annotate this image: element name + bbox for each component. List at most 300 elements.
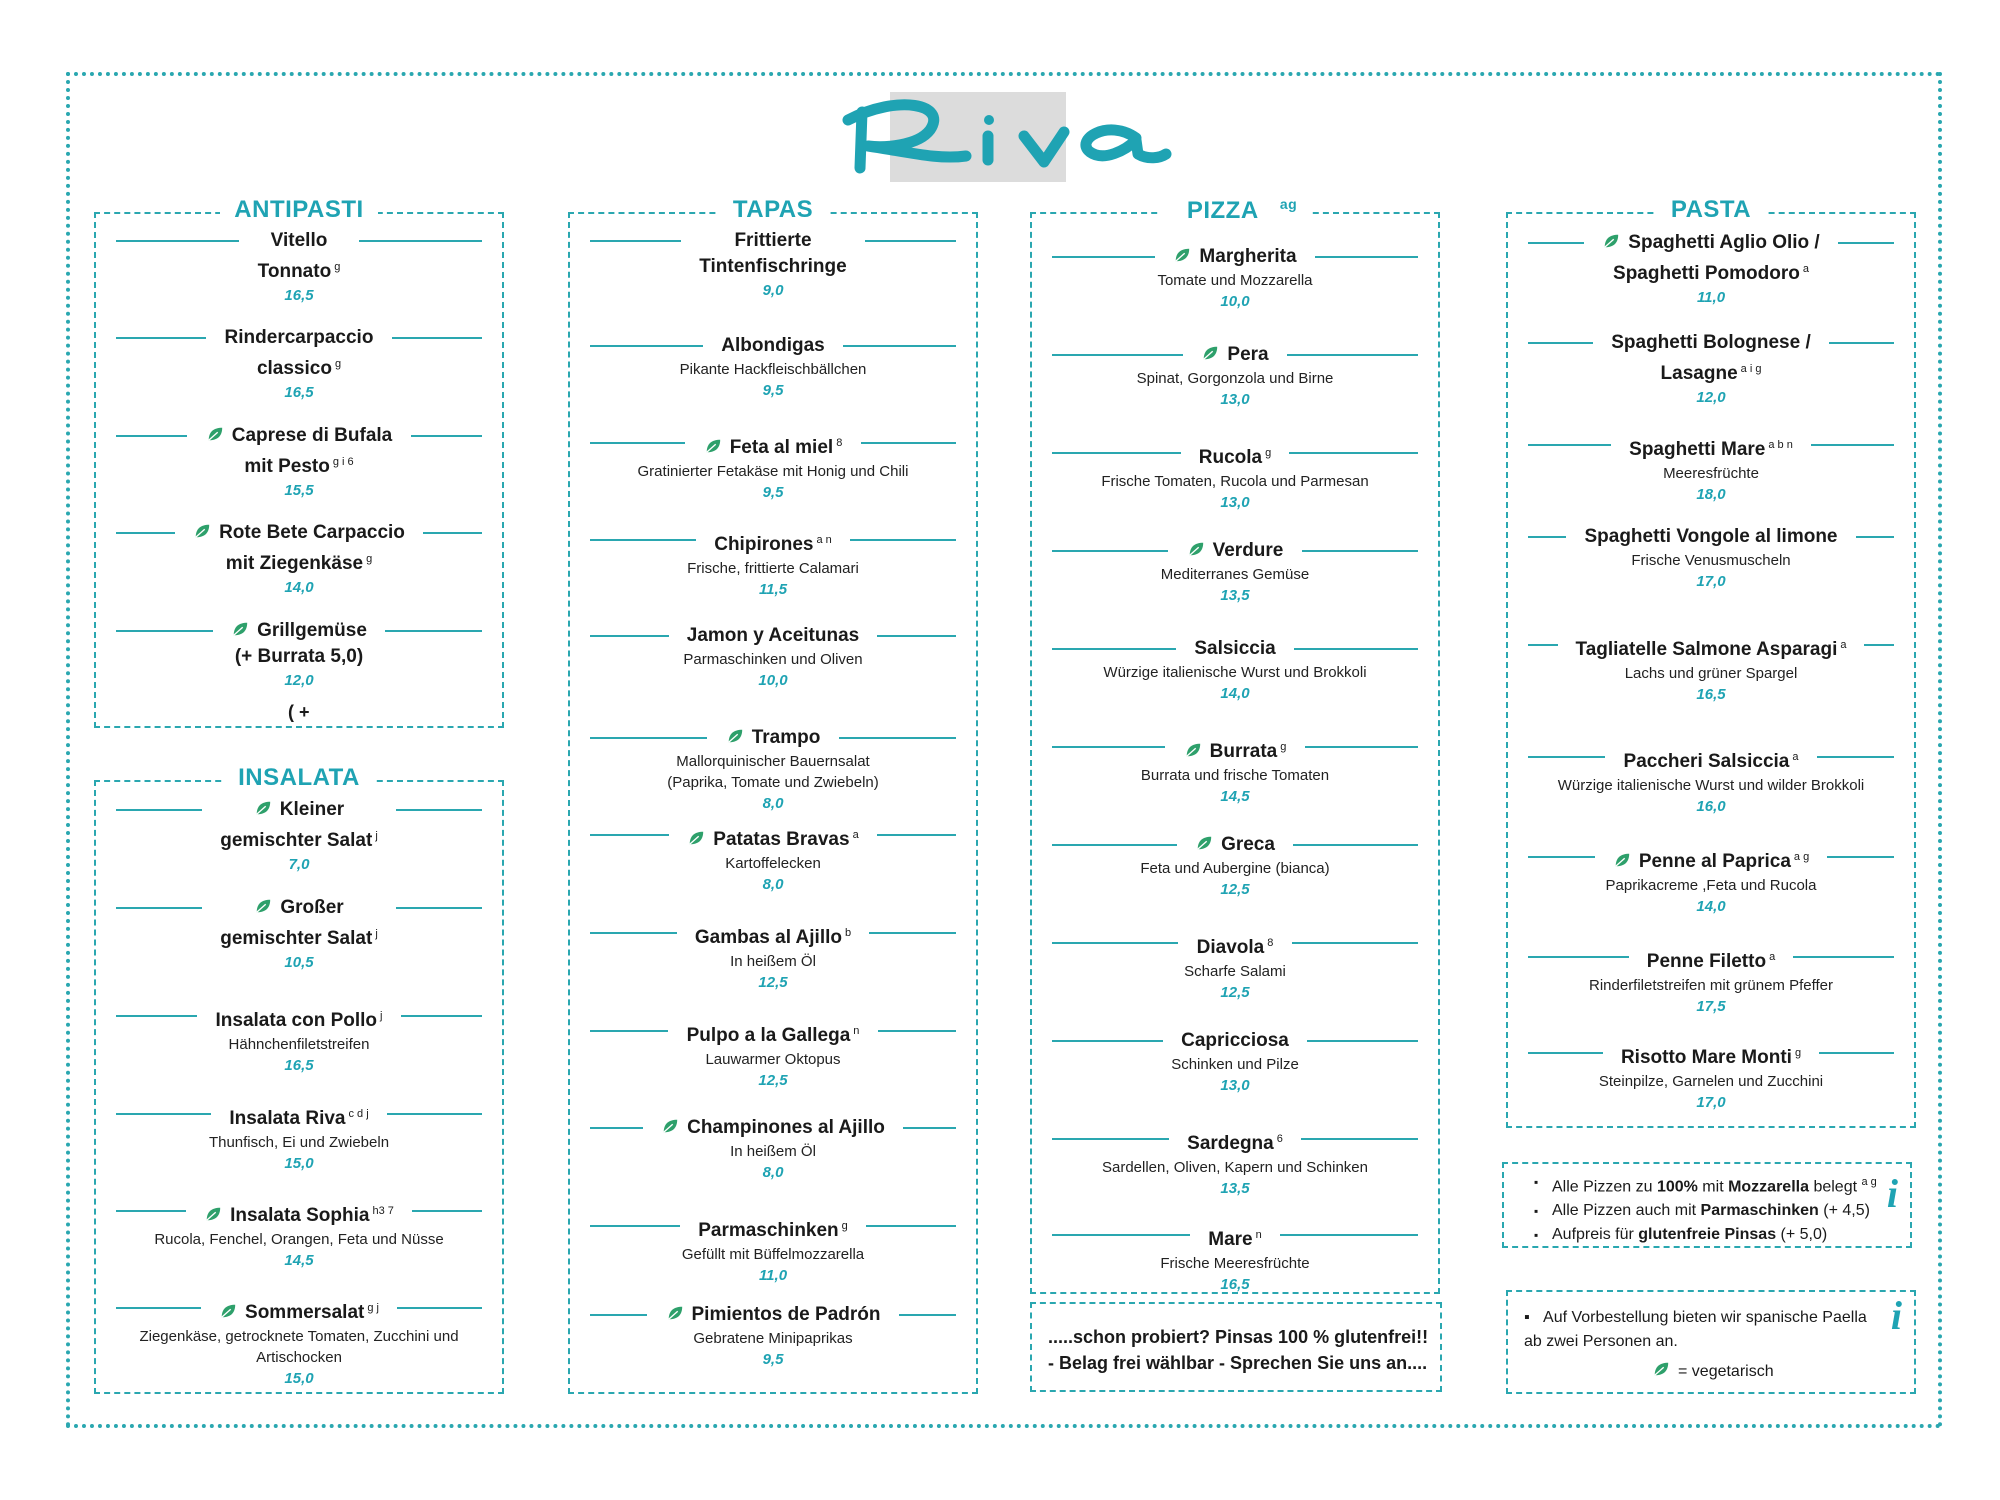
leaf-icon [1195,834,1213,852]
item-description: Lauwarmer Oktopus [705,1051,841,1069]
item-price: 15,0 [284,1370,314,1388]
item-name: Sommersalat $^{g j}$ [213,1295,385,1326]
divider-line [1052,942,1178,944]
menu-item [116,1101,482,1175]
item-name: Vitello Tonnato $^g$ [257,230,341,283]
item-name: Champinones al Ajillo [655,1115,891,1141]
allergen-codes: 8 [836,437,843,449]
leaf-icon [206,425,224,443]
item-description: Frische, frittierte Calamari [687,560,859,578]
allergen-codes: a [1769,951,1776,963]
item-name: Greca [1189,832,1281,858]
divider-line [850,539,956,541]
divider-line [1528,956,1629,958]
item-price: 16,5 [284,287,314,305]
item-price: 14,0 [1696,898,1726,916]
paella-box [1506,1290,1916,1394]
menu-item [116,1295,482,1390]
divider-line [878,1030,956,1032]
allergen-codes: a i g [1740,363,1762,375]
item-name: Risotto Mare Monti $^g$ [1620,1047,1802,1069]
divider-line [903,1127,956,1129]
divider-line [590,1225,680,1227]
menu-item [116,797,482,876]
leaf-icon [254,897,272,915]
item-name: Insalata Riva $^{c d j}$ [229,1108,369,1130]
divider-line [590,240,681,242]
menu-item [590,1302,956,1371]
pizza-info-list [1532,1170,1910,1247]
divider-line [1528,536,1566,538]
item-description: Schinken und Pilze [1171,1056,1299,1073]
divider-line [1528,342,1593,344]
allergen-codes: g [334,261,341,273]
allergen-codes: 8 [1267,937,1274,949]
item-name: Spaghetti Aglio Olio / Spaghetti Pomodoro $^a$ [1596,230,1825,287]
divider-line [1305,746,1418,748]
menu-item [116,325,482,404]
allergen-codes: a b n [1768,439,1793,451]
divider-line [590,539,696,541]
allergen-codes: n [853,1025,860,1037]
menu-item [590,725,956,815]
item-description: Mallorquinischer Bauernsalat [676,753,870,770]
leaf-icon [1613,851,1631,869]
divider-line [1052,256,1155,258]
item-name: Rindercarpaccio classico $^g$ [224,327,374,380]
leaf-icon [1201,344,1219,362]
item-price: 8,0 [762,795,784,812]
section-title: PIZZA $^{ag}$ [1032,196,1438,225]
item-price: 16,5 [284,1057,314,1075]
item-description: Gratinierter Fetakäse mit Honig und Chili [637,463,909,481]
divider-line [1052,354,1183,356]
divider-line [116,907,202,909]
menu-item [1528,230,1894,309]
allergen-codes: g i 6 [332,456,354,468]
item-name: Penne Filetto $^a$ [1646,951,1776,973]
item-price: 14,5 [284,1252,314,1270]
leaf-icon [1602,232,1620,250]
item-description: Tomate und Mozzarella [1157,272,1313,289]
item-price: 12,5 [758,974,788,992]
divider-line [1528,1052,1603,1054]
leaf-icon [1187,540,1205,558]
item-price: 10,5 [284,954,314,972]
item-name: Großer gemischter Salat $^j$ [220,897,378,950]
item-name: Parmaschinken $^g$ [698,1220,848,1242]
leaf-icon [687,829,705,847]
item-name: Pulpo a la Gallega $^n$ [686,1025,860,1047]
item-price: 17,5 [1696,998,1726,1016]
divider-line [392,337,482,339]
divider-line [877,635,956,637]
allergen-codes: g [1794,1047,1802,1059]
item-price: 14,0 [1220,685,1250,702]
divider-line [1292,942,1418,944]
divider-line [396,907,482,909]
divider-line [116,1113,211,1115]
item-name: Capricciosa [1181,1030,1289,1051]
divider-line [116,630,213,632]
item-description: Scharfe Salami [1184,963,1286,981]
allergen-codes: g [1280,741,1287,753]
divider-line [401,1015,482,1017]
item-price: 16,0 [1696,798,1726,816]
item-price: 13,0 [1220,494,1250,512]
antipasti-extra: ( + [288,702,310,722]
allergen-codes: g [841,1220,848,1232]
item-description: Meeresfrüchte [1663,465,1759,483]
item-description: Rucola, Fenchel, Orangen, Feta und Nüsse [154,1231,444,1249]
item-name: Feta al miel $^8$ [698,430,849,461]
menu-item [116,520,482,599]
item-name: Verdure [1181,538,1290,564]
item-name: Trampo [720,725,827,751]
item-name: Patatas Bravas $^a$ [681,822,864,853]
divider-line [1307,1040,1418,1042]
item-price: 10,0 [758,672,788,689]
item-description: Gebratene Minipaprikas [693,1330,853,1347]
divider-line [1827,856,1894,858]
allergen-codes: a n [816,534,832,546]
allergen-codes: j [375,928,378,940]
divider-line [116,532,175,534]
divider-line [590,442,685,444]
menu-item [1528,524,1894,593]
section-title: TAPAS [570,196,976,224]
item-price: 9,5 [762,484,784,502]
menu-item [1528,944,1894,1018]
divider-line [839,737,956,739]
divider-line [1315,256,1418,258]
menu-item [1052,930,1418,1004]
menu-item [1052,636,1418,705]
divider-line [1052,648,1176,650]
item-description: Würzige italienische Wurst und Brokkoli [1103,664,1367,681]
divider-line [116,435,187,437]
item-price: 16,5 [1220,1276,1250,1294]
divider-line [385,630,482,632]
item-description: Frische Tomaten, Rucola und Parmesan [1101,473,1369,491]
allergen-codes: a [1802,263,1809,275]
divider-line [116,1015,197,1017]
divider-line [1280,1234,1418,1236]
menu-item [1528,330,1894,409]
menu-item [590,1115,956,1184]
divider-line [877,834,956,836]
item-price: 18,0 [1696,486,1726,504]
divider-line [1052,1234,1190,1236]
menu-item [116,228,482,307]
divider-line [1052,1138,1169,1140]
divider-line [397,1307,482,1309]
item-name: Chipirones $^{a n}$ [714,534,832,556]
item-name: Insalata con Pollo $^j$ [215,1010,383,1032]
item-name: Rote Bete Carpaccio mit Ziegenkäse $^g$ [187,520,411,577]
divider-line [590,635,669,637]
divider-line [1528,644,1558,646]
item-price: 12,0 [284,672,314,689]
veg-legend: = vegetarisch [1524,1360,1914,1384]
menu-item [590,430,956,504]
item-description: Burrata und frische Tomaten [1140,767,1330,785]
leaf-icon [726,727,744,745]
allergen-codes: n [1255,1229,1262,1241]
leaf-icon [661,1117,679,1135]
item-description: Mediterranes Gemüse [1160,566,1310,583]
divider-line [1293,844,1418,846]
menu-item [1052,342,1418,411]
divider-line [869,932,956,934]
item-price: 17,0 [1696,1094,1726,1112]
item-price: 13,5 [1220,587,1250,604]
item-price: 14,0 [284,579,314,597]
section-title: ANTIPASTI [96,196,502,224]
item-description: Lachs und grüner Spargel [1624,665,1798,683]
pinsa-box [1030,1302,1442,1392]
item-description: Sardellen, Oliven, Kapern und Schinken [1101,1159,1368,1177]
menu-item [116,1198,482,1272]
allergen-codes: g [366,553,373,565]
item-price: 12,0 [1696,389,1726,407]
item-description: Gefüllt mit Büffelmozzarella [681,1246,865,1264]
allergen-codes: a g [1793,851,1810,863]
item-name: Mare $^n$ [1208,1229,1262,1251]
item-price: 15,0 [284,1155,314,1173]
item-description: Kartoffelecken [725,855,821,873]
item-description: Frische Venusmuscheln [1631,552,1791,569]
menu-item [1052,1126,1418,1200]
item-price: 13,0 [1220,1077,1250,1094]
menu-item [1528,1040,1894,1114]
allergen-codes: a [1840,639,1847,651]
divider-line [1052,452,1181,454]
divider-line [899,1314,956,1316]
divider-line [396,809,482,811]
divider-line [1528,856,1595,858]
divider-line [866,1225,956,1227]
menu-item [116,618,482,692]
menu-item [590,527,956,601]
item-price: 12,5 [758,1072,788,1090]
divider-line [1301,1138,1418,1140]
item-description: Paprikacreme ,Feta und Rucola [1605,877,1817,895]
item-description: Rinderfiletstreifen mit grünem Pfeffer [1589,977,1833,995]
divider-line [1052,1040,1163,1042]
item-name: Jamon y Aceitunas [686,625,860,646]
item-name: Burrata $^g$ [1178,734,1293,765]
divider-line [590,1314,647,1316]
item-name: Paccheri Salsiccia $^a$ [1623,751,1799,773]
divider-line [1294,648,1418,650]
menu-item [590,822,956,896]
allergen-codes: g [1265,447,1272,459]
item-description: Artischocken [256,1349,342,1367]
allergen-codes: j [375,830,378,842]
menu-item [1052,1222,1418,1296]
divider-line [1829,342,1894,344]
item-name: Grillgemüse (+ Burrata 5,0) [225,618,373,670]
info-note: ▪ Alle Pizzen zu 100% mit Mozzarella belegt $^{a g}$ [1552,1170,1910,1199]
item-price: 16,5 [1696,686,1726,704]
section-title: INSALATA [96,764,502,792]
divider-line [1528,242,1584,244]
item-price: 13,5 [1220,1180,1250,1198]
divider-line [590,345,703,347]
item-price: 11,0 [1696,289,1726,307]
divider-line [1052,746,1165,748]
item-description: Frische Meeresfrüchte [1160,1255,1310,1273]
item-name: Tagliatelle Salmone Asparagi $^a$ [1575,639,1847,661]
menu-item [1052,832,1418,901]
item-price: 11,5 [758,581,788,599]
section-title: PASTA [1508,196,1914,224]
divider-line [1856,536,1894,538]
divider-line [116,1210,186,1212]
divider-line [387,1113,482,1115]
item-price: 15,5 [284,482,314,500]
leaf-icon [231,620,249,638]
item-name: Pimientos de Padrón [660,1302,887,1328]
pinsa-line-2: - Belag frei wählbar - Sprechen Sie uns an.... [1048,1353,1428,1373]
divider-line [1817,756,1894,758]
item-price: 9,0 [762,282,784,299]
item-name: Caprese di Bufala mit Pesto $^{g i 6}$ [200,423,399,480]
menu-item [1528,744,1894,818]
item-price: 14,5 [1220,788,1250,806]
item-price: 11,0 [758,1267,788,1285]
menu-item [590,920,956,994]
item-description: Würzige italienische Wurst und wilder Brokkoli [1557,777,1865,795]
item-name: Diavola $^8$ [1196,937,1274,959]
menu-item [1052,244,1418,313]
item-price: 10,0 [1220,293,1250,310]
leaf-icon [219,1302,237,1320]
divider-line [843,345,956,347]
item-name: Spaghetti Vongole al limone [1584,526,1838,547]
item-price: 7,0 [288,856,310,874]
item-name: Gambas al Ajillo $^b$ [694,927,852,949]
item-name: Insalata Sophia $^{h3 7}$ [198,1198,400,1229]
allergen-codes: h3 7 [372,1205,394,1217]
leaf-icon [193,522,211,540]
menu-item [1528,632,1894,706]
item-price: 9,5 [762,1351,784,1368]
allergen-codes: a [852,829,859,841]
divider-line [359,240,482,242]
divider-line [590,1127,643,1129]
divider-line [1287,354,1418,356]
menu-item [116,423,482,502]
item-description: (Paprika, Tomate und Zwiebeln) [667,774,879,791]
menu-item [590,228,956,302]
leaf-icon [254,799,272,817]
divider-line [590,737,707,739]
pinsa-line-1: .....schon probiert? Pinsas 100 % glutenfrei!! [1048,1327,1429,1347]
item-name: Salsiccia [1194,638,1276,659]
allergen-codes: g [334,358,342,370]
menu-item [1052,1028,1418,1097]
divider-line [116,1307,201,1309]
item-name: Spaghetti Mare $^{a b n}$ [1629,439,1793,461]
item-description: Hähnchenfiletstreifen [228,1036,370,1054]
info-icon: i [1890,1293,1902,1338]
item-description: Feta und Aubergine (bianca) [1140,860,1330,877]
leaf-icon [1652,1360,1670,1378]
divider-line [412,1210,482,1212]
divider-line [423,532,482,534]
divider-line [1819,1052,1894,1054]
menu-item [590,1213,956,1287]
item-name: Rucola $^g$ [1198,447,1272,469]
divider-line [861,442,956,444]
item-description: Parmaschinken und Oliven [683,651,863,668]
divider-line [1864,644,1894,646]
menu-item [590,623,956,692]
divider-line [590,834,669,836]
item-description: In heißem Öl [730,1143,816,1160]
divider-line [116,337,206,339]
divider-line [116,240,239,242]
item-name: Frittierte Tintenfischringe [699,230,847,277]
item-price: 8,0 [762,876,784,894]
menu-item [1528,432,1894,506]
leaf-icon [1184,741,1202,759]
item-name: Sardegna $^6$ [1187,1133,1283,1155]
item-description: Spinat, Gorgonzola und Birne [1136,370,1334,387]
divider-line [865,240,956,242]
divider-line [1528,756,1605,758]
item-description: Thunfisch, Ei und Zwiebeln [208,1134,390,1152]
divider-line [1289,452,1418,454]
menu-item [116,895,482,974]
menu-item [590,1018,956,1092]
allergen-codes: a [1792,751,1799,763]
divider-line [116,809,202,811]
leaf-icon [704,437,722,455]
divider-line [1838,242,1894,244]
info-note: ▪ Aufpreis für glutenfreie Pinsas (+ 5,0) [1552,1223,1910,1247]
item-price: 16,5 [284,384,314,402]
divider-line [1811,444,1894,446]
divider-line [1528,444,1611,446]
item-name: Kleiner gemischter Salat $^j$ [220,799,378,852]
item-price: 8,0 [762,1164,784,1181]
divider-line [1793,956,1894,958]
paella-line-1: ▪ Auf Vorbestellung bieten wir spanische Paella [1524,1309,1867,1326]
menu-item [1528,844,1894,918]
allergen-codes: b [845,927,852,939]
divider-line [590,1030,668,1032]
item-name: Albondigas [721,335,825,356]
allergen-codes: 6 [1276,1133,1283,1145]
paella-line-2: ab zwei Personen an. [1524,1333,1678,1350]
divider-line [1302,550,1418,552]
item-name: Penne al Paprica $^{a g}$ [1607,844,1815,875]
menu-item [1052,734,1418,808]
menu-item [116,1003,482,1077]
item-price: 13,0 [1220,391,1250,408]
allergen-codes: g j [367,1302,379,1314]
leaf-icon [204,1205,222,1223]
item-price: 12,5 [1220,984,1250,1002]
divider-line [590,932,677,934]
pizza-info-box [1502,1162,1912,1248]
riva-logo [838,90,1178,190]
divider-line [411,435,482,437]
item-description: Pikante Hackfleischbällchen [679,361,867,378]
